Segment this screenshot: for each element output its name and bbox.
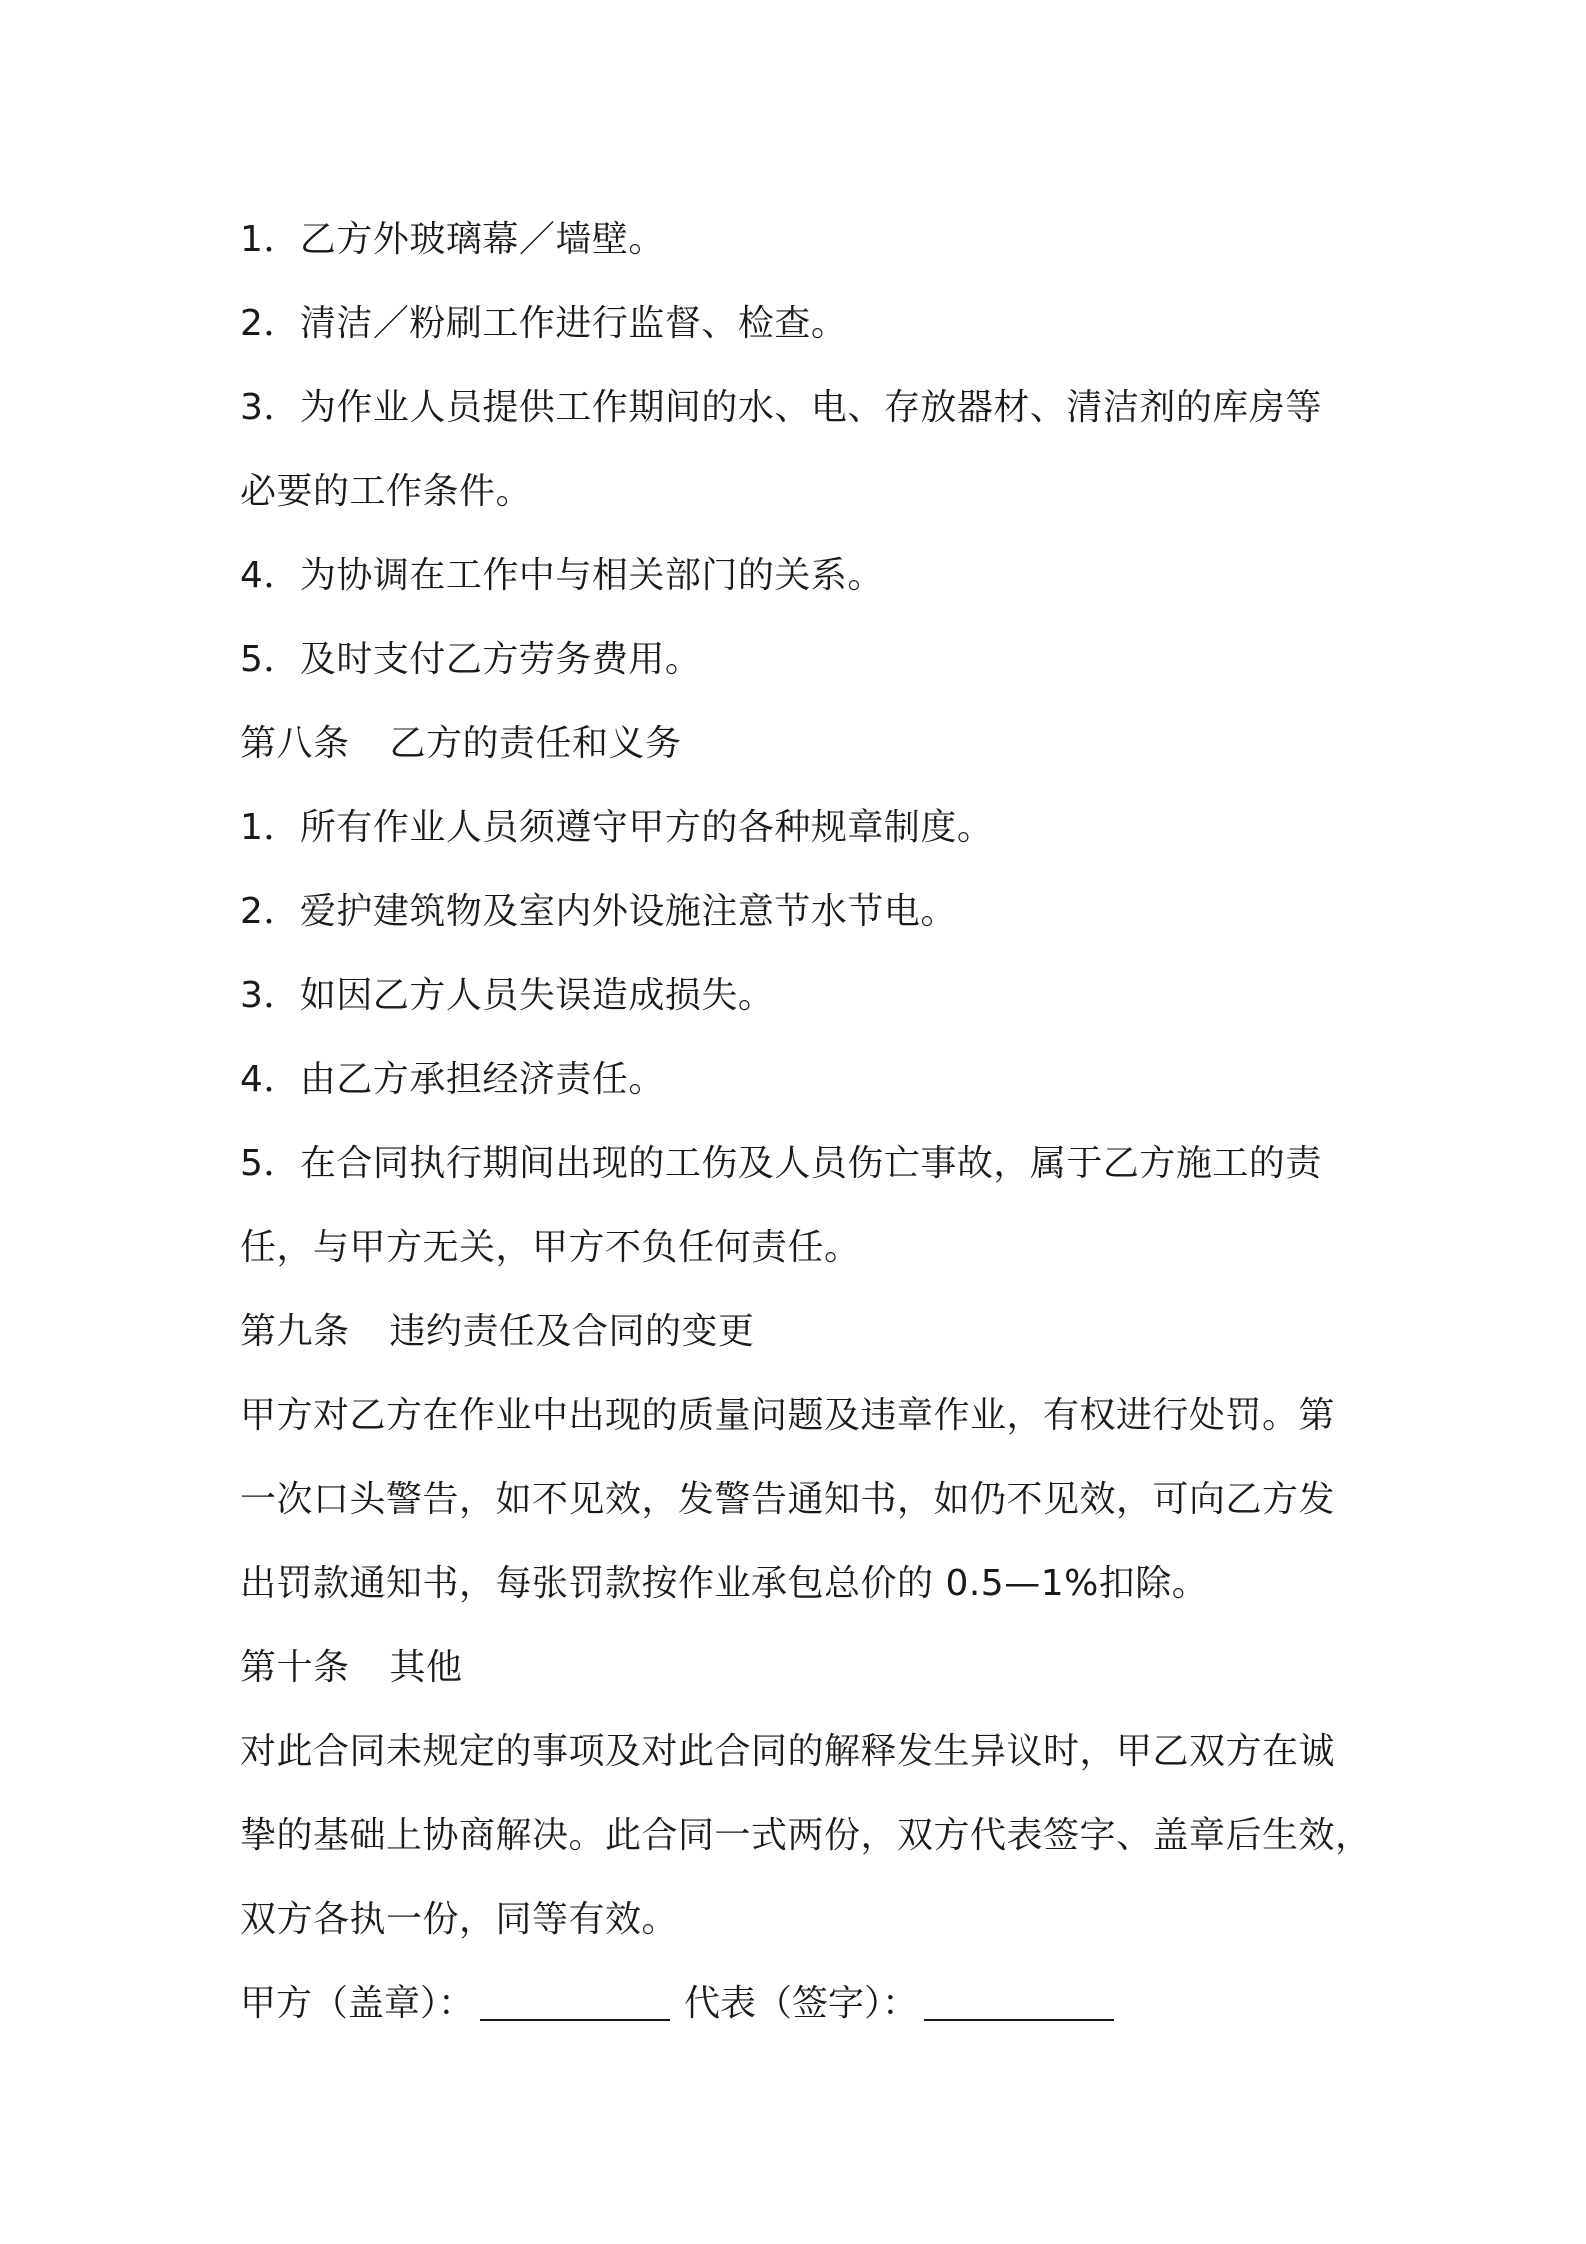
obligation-a-2: 2．清洁／粉刷工作进行监督、检查。 xyxy=(240,303,848,344)
representative-sign-blank xyxy=(924,1979,1114,2021)
signature-line xyxy=(240,1962,1360,2046)
article-10-number: 第十条 xyxy=(240,1647,350,1688)
article-10-body-line-1: 对此合同未规定的事项及对此合同的解释发生异议时，甲乙双方在诚 xyxy=(240,1731,1336,1772)
article-8-heading xyxy=(240,702,1360,786)
article-10-title: 其他 xyxy=(389,1647,463,1688)
article-9-body-line-1: 甲方对乙方在作业中出现的质量问题及违章作业，有权进行处罚。第 xyxy=(240,1395,1336,1436)
party-a-seal-blank xyxy=(480,1979,670,2021)
article-9-heading xyxy=(240,1290,1360,1374)
party-a-seal-label: 甲方（盖章）： xyxy=(240,1983,475,2024)
obligation-b-3: 3．如因乙方人员失误造成损失。 xyxy=(240,975,775,1016)
obligation-a-1: 1．乙方外玻璃幕／墙壁。 xyxy=(240,219,665,260)
obligation-b-1: 1．所有作业人员须遵守甲方的各种规章制度。 xyxy=(240,807,994,848)
obligation-b-5: 5．在合同执行期间出现的工伤及人员伤亡事故，属于乙方施工的责 xyxy=(240,1143,1322,1184)
obligation-b-2: 2．爱护建筑物及室内外设施注意节水节电。 xyxy=(240,891,957,932)
article-8-title: 乙方的责任和义务 xyxy=(389,723,682,764)
obligation-a-3-cont: 必要的工作条件。 xyxy=(240,471,533,512)
obligation-b-5-cont: 任，与甲方无关，甲方不负任何责任。 xyxy=(240,1227,861,1268)
article-9-body-line-2: 一次口头警告，如不见效，发警告通知书，如仍不见效，可向乙方发 xyxy=(240,1479,1336,1520)
article-10-body-line-3: 双方各执一份，同等有效。 xyxy=(240,1899,679,1940)
representative-sign-label: 代表（签字）： xyxy=(684,1983,919,2024)
obligation-a-3: 3．为作业人员提供工作期间的水、电、存放器材、清洁剂的库房等 xyxy=(240,387,1322,428)
article-9-number: 第九条 xyxy=(240,1311,350,1352)
article-9-title: 违约责任及合同的变更 xyxy=(389,1311,755,1352)
contract-page xyxy=(240,198,1372,2046)
obligation-a-5: 5．及时支付乙方劳务费用。 xyxy=(240,639,702,680)
obligation-a-4: 4．为协调在工作中与相关部门的关系。 xyxy=(240,555,884,596)
article-9-body-line-3: 出罚款通知书，每张罚款按作业承包总价的 0.5—1%扣除。 xyxy=(240,1563,1209,1604)
article-10-heading xyxy=(240,1626,1360,1710)
article-10-body-line-2: 挚的基础上协商解决。此合同一式两份，双方代表签字、盖章后生效， xyxy=(240,1815,1372,1856)
article-8-number: 第八条 xyxy=(240,723,350,764)
obligation-b-4: 4．由乙方承担经济责任。 xyxy=(240,1059,665,1100)
